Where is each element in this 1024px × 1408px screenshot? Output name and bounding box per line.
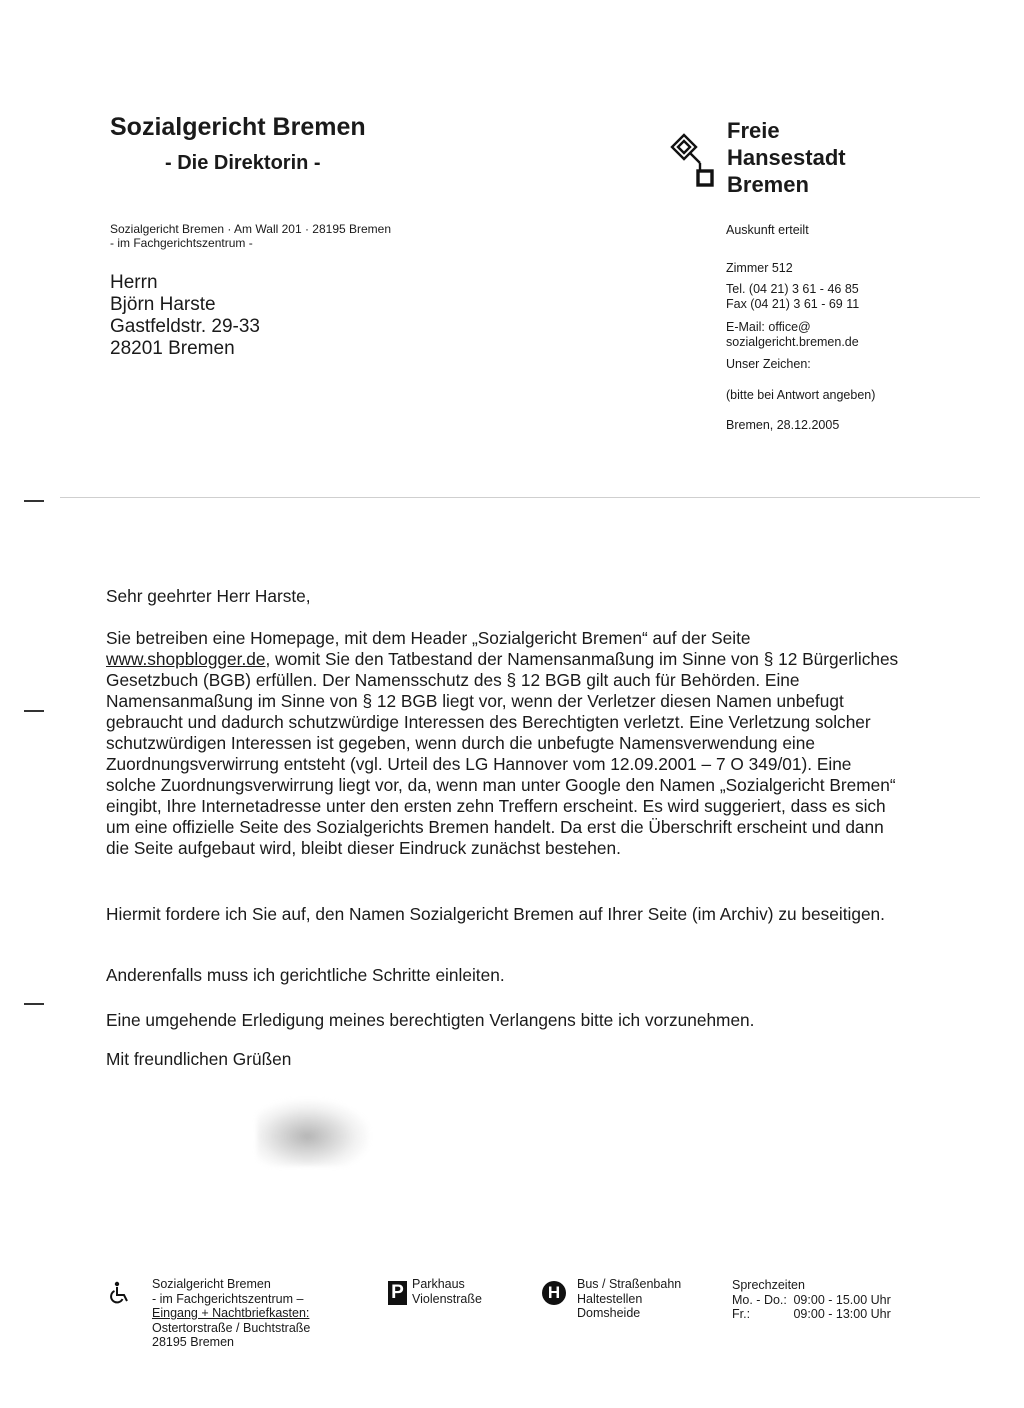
letter-closing: Mit freundlichen Grüßen [106, 1049, 292, 1069]
state-name [727, 117, 846, 198]
parking-icon: P [388, 1281, 407, 1305]
info-email-line-2[interactable]: sozialgericht.bremen.de [726, 335, 859, 349]
fold-mark-lower [24, 1003, 44, 1005]
office-hours-title: Sprechzeiten [732, 1278, 805, 1292]
info-room: Zimmer 512 [726, 261, 793, 275]
letter-paragraph-2: Hiermit fordere ich Sie auf, den Namen Sozialgericht Bremen auf Ihrer Seite (im Archiv) zu beseitigen. [106, 904, 885, 924]
sender-line-1: Sozialgericht Bremen · Am Wall 201 · 28195 Bremen [110, 222, 392, 236]
footer-office-hours [732, 1278, 891, 1322]
recipient-address [110, 272, 260, 360]
info-reference: Unser Zeichen: [726, 357, 811, 371]
footer-transit-info [577, 1277, 681, 1321]
info-reference-hint: (bitte bei Antwort angeben) [726, 388, 876, 402]
footer-parking-info [412, 1277, 482, 1306]
footer-parking-line-2: Violenstraße [412, 1291, 482, 1306]
recipient-street: Gastfeldstr. 29-33 [110, 316, 260, 337]
letter-date: Bremen, 28.12.2005 [726, 418, 840, 432]
footer-access-line-1: Sozialgericht Bremen [152, 1277, 271, 1291]
footer-access-line-2: - im Fachgerichtszentrum – [152, 1291, 304, 1306]
footer-transit-line-3: Domsheide [577, 1306, 641, 1320]
state-line-3: Bremen [727, 172, 809, 197]
sender-return-address [110, 222, 391, 250]
letter-salutation: Sehr geehrter Herr Harste, [106, 586, 311, 606]
info-email-line-1: E-Mail: office@ [726, 320, 811, 334]
info-fax: Fax (04 21) 3 61 - 69 11 [726, 297, 860, 311]
office-hours-time-1: 09:00 - 15.00 Uhr [793, 1292, 891, 1307]
footer-transit-line-2: Haltestellen [577, 1291, 643, 1306]
letter-paragraph-3: Anderenfalls muss ich gerichtliche Schritte einleiten. [106, 965, 505, 985]
footer-access-info [152, 1277, 310, 1350]
letter-paragraph-1 [106, 628, 906, 859]
paragraph-1-body: , womit Sie den Tatbestand der Namensanmaßung im Sinne von § 12 Bürgerliches Gesetzbuch (BGB) erfüllen. Der Namensschutz des § 12 BGB gilt auch für Behörden. Eine Namensanmaßung im Sinne von § 12 BGB liegt vor, wenn der Verletzer diesen Namen unbefugt gebraucht und dadurch schutzwürdige Interessen des Berechtigten verletzt. Eine Verletzung solcher schutzwürdigen Interessen ist gegeben, wenn durch die unbefugte Namensverwendung eine Zuordnungsverwirrung entsteht (vgl. Urteil des LG Hannover vom 12.09.2001 – 7 O 349/01). Eine solche Zuordnungsverwirrung liegt vor, da, wenn man unter Google den Namen „Sozialgericht Bremen“ eingibt, Ihre Internetadresse unter den ersten zehn Treffern erscheint. Es wird suggeriert, dass es sich um eine offizielle Seite des Sozialgerichts Bremen handelt. Da erst die Überschrift erscheint und dann die Seite aufgebaut wird, bleibt dieser Eindruck zunächst bestehen. [106, 649, 899, 858]
fold-mark [24, 500, 44, 502]
office-hours-time-2: 09:00 - 13:00 Uhr [793, 1307, 891, 1321]
paragraph-1-intro: Sie betreiben eine Homepage, mit dem Header „Sozialgericht Bremen“ auf der Seite [106, 628, 751, 648]
recipient-city: 28201 Bremen [110, 338, 235, 359]
office-hours-row-1 [732, 1293, 891, 1308]
office-hours-day-1: Mo. - Do.: [732, 1292, 787, 1307]
shopblogger-link[interactable]: www.shopblogger.de [106, 649, 266, 669]
wheelchair-icon [108, 1281, 132, 1305]
fold-line [60, 497, 980, 498]
info-phone: Tel. (04 21) 3 61 - 46 85 [726, 282, 859, 296]
info-auskunft: Auskunft erteilt [726, 223, 809, 237]
footer-transit-line-1: Bus / Straßenbahn [577, 1277, 682, 1291]
footer-access-line-3: Eingang + Nachtbriefkasten: [152, 1306, 310, 1320]
court-name: Sozialgericht Bremen [110, 113, 366, 141]
sender-line-2: - im Fachgerichtszentrum - [110, 236, 253, 250]
state-line-2: Hansestadt [727, 145, 846, 170]
footer-access-line-5: 28195 Bremen [152, 1335, 235, 1349]
state-line-1: Freie [727, 118, 780, 143]
punch-mark [24, 710, 44, 712]
office-hours-row-2 [732, 1307, 891, 1322]
letter-paragraph-4: Eine umgehende Erledigung meines berechtigten Verlangens bitte ich vorzunehmen. [106, 1010, 755, 1030]
bremen-key-logo-icon [670, 133, 718, 193]
recipient-name: Björn Harste [110, 294, 216, 315]
footer-parking-line-1: Parkhaus [412, 1277, 465, 1291]
blurred-signature [257, 1100, 369, 1166]
recipient-salutation: Herrn [110, 272, 158, 293]
bus-stop-icon: H [542, 1281, 566, 1305]
court-subtitle: - Die Direktorin - [165, 152, 321, 174]
office-hours-day-2: Fr.: [732, 1307, 751, 1321]
footer-access-line-4: Ostertorstraße / Buchtstraße [152, 1320, 311, 1335]
